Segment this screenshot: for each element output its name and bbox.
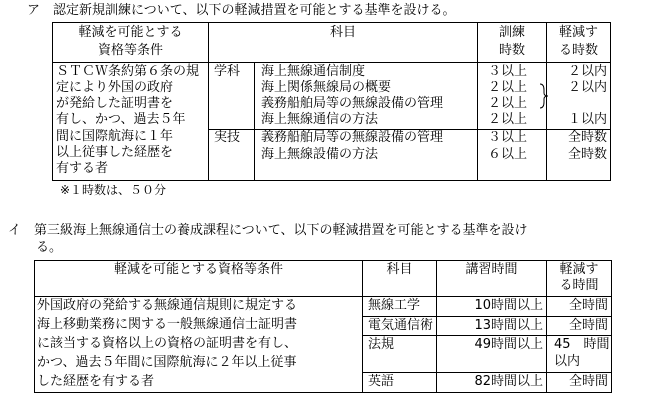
header-condition: 軽減を可能とする資格等条件	[113, 262, 283, 277]
header-subject: 科目	[329, 25, 356, 40]
section-a-title: ア 認定新規訓練について、以下の軽減措置を可能とする基準を設ける。	[27, 3, 456, 18]
condition-line: かつ、過去５年間に国際航海に２年以上従事	[37, 355, 297, 370]
hours-cell: ２以上	[488, 112, 528, 127]
header-condition: 資格等条件	[97, 43, 163, 58]
reduction-cell: １以内	[567, 112, 607, 127]
condition-line: 間に国際航海に１年	[56, 129, 174, 144]
subject-cell: 無線工学	[368, 298, 421, 313]
header-hours: 講習時間	[465, 262, 518, 277]
hours-cell: ３以上	[488, 130, 528, 145]
subject-cell: 海上関係無線局の概要	[261, 80, 392, 95]
reduction-cell: 全時数	[567, 130, 607, 145]
header-subject: 科目	[386, 262, 413, 277]
header-condition: 軽減を可能とする	[78, 25, 183, 40]
reduction-cell: ２以内	[567, 64, 607, 79]
subject-cell: 英語	[368, 374, 395, 389]
section-b-title: イ 第三級海上無線通信士の養成課程について、以下の軽減措置を可能とする基準を設け	[8, 223, 528, 238]
hours-cell: ２以上	[488, 80, 528, 95]
reduction-cell: 45 時間	[554, 337, 610, 352]
condition-line: が発給した証明書を	[56, 96, 174, 111]
hours-cell: 82時間以上	[474, 374, 543, 389]
header-hours: 訓練	[498, 25, 525, 40]
reduction-cell: 全時間	[568, 318, 608, 333]
condition-line: 外国政府の発給する無線通信規則に規定する	[37, 298, 298, 313]
hours-cell: ２以上	[488, 96, 528, 111]
hours-cell: 10時間以上	[474, 298, 543, 313]
reduction-cell: ２以内	[567, 80, 607, 95]
subject-cell: 海上無線設備の方法	[261, 147, 379, 162]
condition-line: 有し、かつ、過去５年	[56, 112, 186, 127]
header-reduction: る時間	[559, 278, 599, 293]
header-reduction: る時数	[558, 43, 598, 58]
category-label: 実技	[214, 130, 241, 145]
hours-cell: ３以上	[488, 64, 528, 79]
condition-line: 海上移動業務に関する一般無線通信士証明書	[37, 317, 298, 332]
category-label: 学科	[214, 64, 241, 79]
subject-cell: 海上無線通信の方法	[261, 112, 379, 127]
footnote: ※１時数は、５０分	[60, 183, 167, 197]
subject-cell: 義務船舶局等の無線設備の管理	[261, 130, 444, 145]
subject-cell: 法規	[368, 337, 395, 352]
header-reduction: 軽減す	[559, 262, 599, 277]
subject-cell: 義務船舶局等の無線設備の管理	[261, 96, 444, 111]
hours-cell: 49時間以上	[474, 337, 543, 352]
condition-line: ＳＴＣＷ条約第６条の規	[56, 64, 200, 79]
section-b-title: る。	[36, 240, 63, 255]
condition-line: に該当する資格以上の資格の証明書を有し、	[37, 336, 298, 351]
subject-cell: 海上無線通信制度	[261, 64, 366, 79]
reduction-cell: 全時数	[567, 147, 607, 162]
condition-line: 以上従事した経歴を	[56, 145, 174, 160]
reduction-cell: 以内	[554, 354, 581, 369]
header-hours: 時数	[498, 43, 525, 58]
condition-line: 有する者	[56, 161, 109, 176]
hours-cell: ６以上	[488, 147, 528, 162]
hours-cell: 13時間以上	[474, 318, 543, 333]
header-reduction: 軽減す	[558, 25, 598, 40]
condition-line: した経歴を有する者	[37, 374, 155, 389]
reduction-cell: 全時間	[568, 374, 608, 389]
condition-line: 定により外国の政府	[56, 80, 174, 95]
subject-cell: 電気通信術	[368, 318, 434, 333]
reduction-cell: 全時間	[568, 298, 608, 313]
